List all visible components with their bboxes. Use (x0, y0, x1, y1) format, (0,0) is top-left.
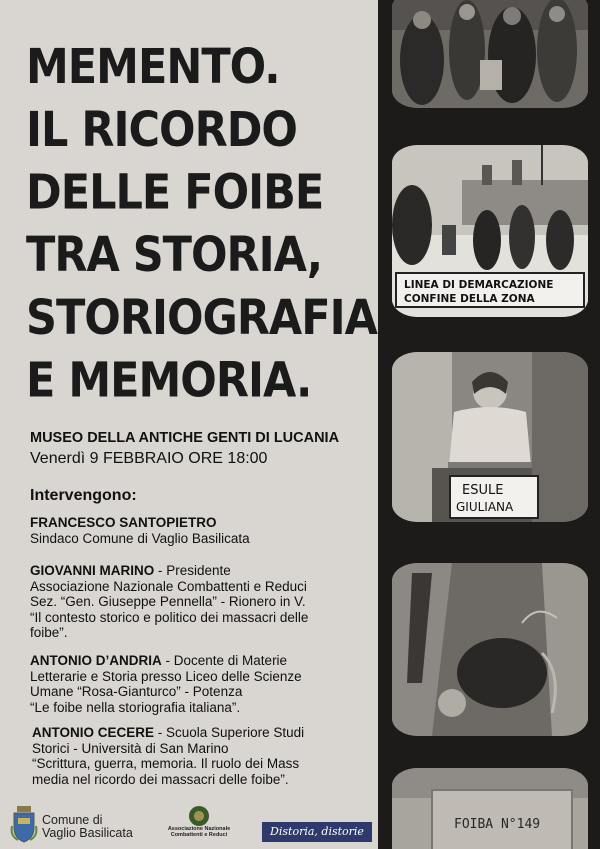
photo-demarcation-line (392, 145, 588, 317)
anc-name-line: Associazione Nazionale (167, 826, 231, 832)
event-venue: MUSEO DELLA ANTICHE GENTI DI LUCANIA (30, 430, 340, 446)
speaker-name: ANTONIO D’ANDRIA (30, 653, 162, 668)
anc-name-line: Combattenti e Reduci (170, 832, 228, 838)
speaker-line: Associazione Nazionale Combattenti e Reduci (30, 578, 307, 594)
speaker-block (30, 515, 375, 546)
sponsor-logos (0, 800, 378, 849)
speaker-line: Sindaco Comune di Vaglio Basilicata (30, 530, 250, 546)
title-line: MEMENTO. (26, 39, 280, 96)
distoria-logo: Distoria, distorie (262, 822, 372, 842)
sign-text-line: CONFINE DELLA ZONA (404, 293, 535, 305)
speaker-line: Letterarie e Storia presso Liceo delle Scienze (30, 668, 302, 684)
speaker-role: - Scuola Superiore Studi (154, 725, 305, 740)
speaker-name: ANTONIO CECERE (32, 725, 155, 740)
coat-of-arms-icon (8, 804, 40, 844)
title-line: E MEMORIA. (26, 352, 312, 409)
sign-text-line: LINEA DI DEMARCAZIONE (404, 279, 554, 291)
speaker-line: Sez. “Gen. Giuseppe Pennella” - Rionero in V. (30, 594, 306, 609)
speaker-line: “Le foibe nella storiografia italiana”. (30, 699, 241, 715)
comune-name-line: Comune di (42, 813, 103, 827)
speaker-line: Umane “Rosa-Gianturco” - Potenza (30, 684, 243, 699)
anc-emblem-icon (189, 806, 209, 826)
comune-logo (8, 804, 168, 844)
speaker-name: GIOVANNI MARINO (30, 563, 155, 578)
film-strip (378, 0, 600, 849)
photo-esule-giuliana (392, 352, 588, 522)
speaker-name: FRANCESCO SANTOPIETRO (30, 515, 217, 530)
speaker-line: “Scrittura, guerra, memoria. Il ruolo dei Mass (32, 756, 300, 771)
poster-title (26, 36, 377, 412)
monument-inscription: FOIBA N°149 (454, 817, 541, 832)
speaker-line: foibe”. (30, 625, 68, 640)
photo-foiba-monument (392, 768, 588, 849)
speaker-block (32, 725, 377, 787)
sign-text-line: GIULIANA (456, 500, 514, 514)
title-line: IL RICORDO (26, 102, 297, 159)
speaker-line: Storici - Università di San Marino (32, 740, 229, 756)
comune-name-line: Vaglio Basilicata (42, 826, 133, 840)
title-line: TRA STORIA, (26, 227, 323, 284)
speaker-block (30, 653, 375, 715)
speaker-block (30, 563, 375, 641)
speaker-role: - Presidente (154, 563, 231, 578)
speaker-role: - Docente di Materie (161, 653, 288, 668)
photo-refugees-crowd (392, 0, 588, 108)
sign-text-line: ESULE (462, 483, 504, 498)
speakers-heading: Intervengono: (30, 487, 137, 504)
title-line: DELLE FOIBE (26, 164, 324, 221)
speaker-line: “Il contesto storico e politico dei massacri delle (30, 609, 309, 625)
speaker-line: media nel ricordo dei massacri delle foibe”. (32, 771, 289, 787)
event-datetime: Venerdì 9 FEBBRAIO ORE 18:00 (30, 450, 268, 467)
title-line: STORIOGRAFIA (26, 290, 377, 347)
photo-foiba-pit (392, 563, 588, 736)
anc-logo (160, 806, 238, 848)
